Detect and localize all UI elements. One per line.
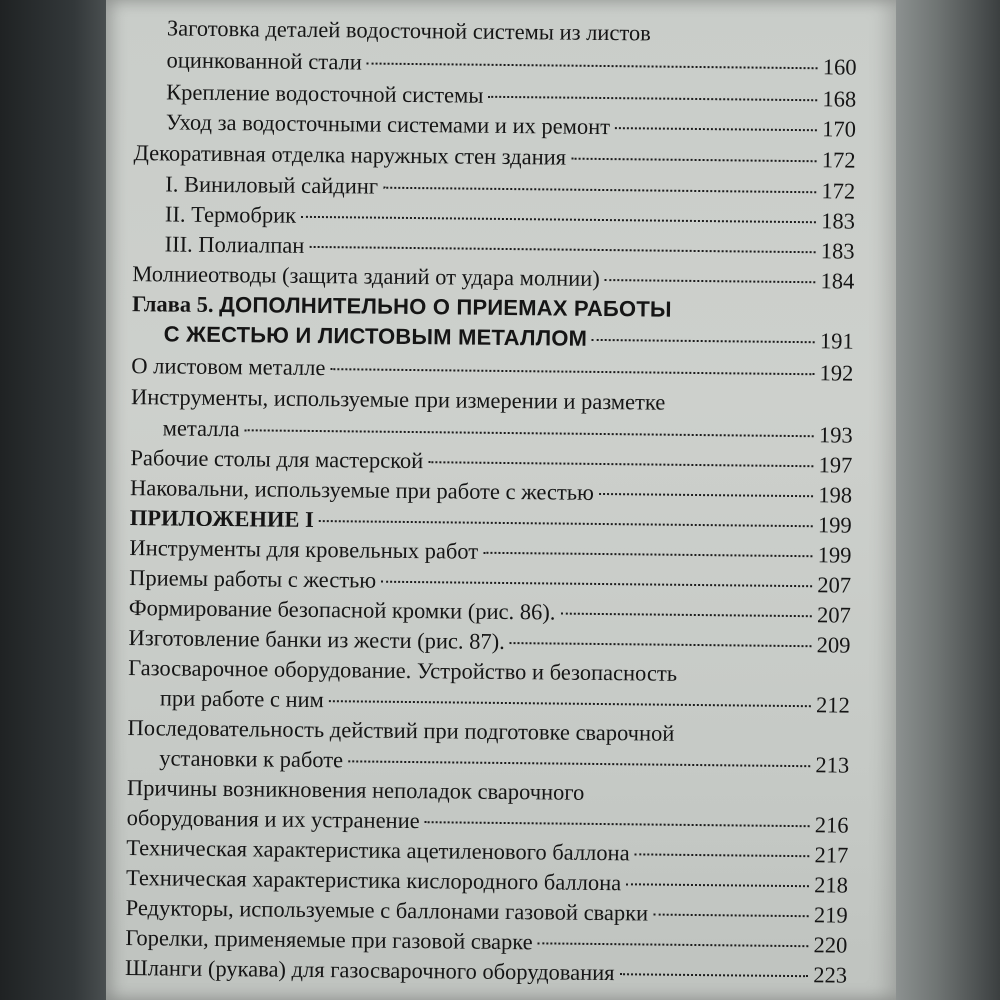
page-number: 170 — [822, 116, 857, 142]
page-number: 212 — [815, 692, 851, 718]
toc-entry: Горелки, применяемые при газовой сварке 220 — [125, 922, 847, 961]
dot-leader — [605, 279, 816, 283]
dot-leader — [615, 127, 817, 131]
dot-leader — [367, 63, 818, 70]
dot-leader — [329, 700, 811, 707]
page-number: 172 — [821, 147, 856, 173]
page-number: 220 — [813, 932, 848, 958]
toc-line: Инструменты, используемые при измерении и разметке — [130, 384, 666, 415]
dot-leader — [348, 760, 810, 767]
toc-entry: Изготовление банки из жести (рис. 87). 209 — [128, 622, 850, 661]
dot-leader — [319, 520, 813, 527]
dot-leader — [301, 216, 816, 223]
dot-leader — [599, 493, 813, 497]
dot-leader — [381, 581, 812, 588]
page-number: 217 — [814, 842, 849, 868]
toc-entry: Редукторы, используемые с баллонами газовой сварки 219 — [126, 892, 848, 931]
dot-leader — [635, 853, 810, 857]
toc-entry: Уход за водосточными системами и их ремонт 170 — [166, 106, 856, 144]
dot-leader — [538, 942, 809, 947]
dot-leader — [560, 613, 812, 618]
page-number: 183 — [820, 238, 855, 264]
toc-entry: Декоративная отделка наружных стен здания 172 — [133, 137, 855, 176]
page-number: 207 — [817, 572, 852, 598]
toc-entry: при работе с ним 212 — [160, 682, 850, 720]
toc-entry: оцинкованной стали 160 — [166, 44, 856, 82]
dot-leader — [483, 552, 813, 557]
page-number: 199 — [817, 512, 852, 538]
toc-entry: Наковальни, используемые при работе с жестью 198 — [130, 472, 852, 511]
toc-entry: Рабочие столы для мастерской 197 — [130, 442, 852, 481]
dot-leader — [626, 883, 809, 887]
page-number: 223 — [813, 962, 848, 988]
page-number: 199 — [817, 542, 852, 568]
dot-leader — [383, 187, 816, 194]
toc-line: Последовательность действий при подготовке сварочной — [127, 715, 675, 746]
toc-entry: Техническая характеристика кислородного баллона 218 — [126, 862, 848, 901]
toc-entry: Шланги (рукава) для газосварочного оборудования 223 — [125, 952, 847, 991]
toc-entry: Формирование безопасной кромки (рис. 86). 207 — [129, 592, 851, 631]
dot-leader — [309, 246, 816, 253]
page-number: 191 — [819, 328, 854, 354]
page-number: 160 — [822, 54, 857, 80]
page-number: 183 — [821, 208, 856, 234]
toc-entry: Инструменты для кровельных работ 199 — [129, 532, 851, 571]
toc-entry: III. Полиалпан 183 — [165, 228, 855, 266]
dot-leader — [653, 914, 809, 918]
toc-entry: металла 193 — [163, 412, 853, 450]
toc-line: Причины возникновения неполадок сварочного — [126, 775, 585, 805]
right-page-edge — [896, 0, 1000, 1000]
page-number: 193 — [818, 422, 853, 448]
dot-leader — [620, 973, 809, 977]
chapter-title: ДОПОЛНИТЕЛЬНО О ПРИЕМАХ РАБОТЫ — [219, 291, 672, 322]
toc-line: Газосварочное оборудование. Устройство и безопасность — [128, 655, 678, 686]
toc-line: Заготовка деталей водосточной системы из листов — [166, 15, 651, 46]
dot-leader — [330, 368, 814, 375]
dot-leader — [592, 339, 815, 343]
toc-entry: установки к работе 213 — [159, 742, 849, 780]
toc-entry: Техническая характеристика ацетиленового баллона 217 — [126, 832, 848, 871]
book-page — [106, 0, 896, 1000]
page-number: 184 — [820, 268, 855, 294]
toc-entry: I. Виниловый сайдинг 172 — [165, 168, 855, 206]
page-number: 168 — [822, 86, 857, 112]
toc-entry: Молниеотводы (защита зданий от удара молнии) 184 — [132, 258, 854, 297]
table-of-contents — [101, 0, 901, 1000]
dot-leader — [425, 821, 810, 827]
toc-entry: С ЖЕСТЬЮ И ЛИСТОВЫМ МЕТАЛЛОМ 191 — [164, 318, 854, 356]
toc-entry: Приемы работы с жестью 207 — [129, 562, 851, 601]
page-number: 209 — [816, 632, 851, 658]
dot-leader — [510, 642, 812, 647]
dot-leader — [245, 429, 814, 437]
page-number: 216 — [814, 812, 849, 838]
toc-entry: ПРИЛОЖЕНИЕ I 199 — [130, 502, 852, 541]
page-number: 218 — [814, 872, 849, 898]
toc-entry: О листовом металле 192 — [131, 350, 853, 389]
page-number: 172 — [821, 178, 856, 204]
dot-leader — [488, 96, 817, 101]
page-number: 207 — [816, 602, 851, 628]
page-number: 197 — [818, 452, 853, 478]
page-number: 198 — [818, 482, 853, 508]
chapter-label: Глава 5. — [131, 291, 214, 317]
toc-entry: II. Термобрик 183 — [165, 198, 855, 236]
page-number: 213 — [815, 752, 850, 778]
left-page-edge — [0, 0, 106, 1000]
dot-leader — [428, 461, 813, 467]
dot-leader — [571, 158, 817, 163]
toc-entry: оборудования и их устранение 216 — [126, 802, 848, 841]
page-number: 192 — [819, 360, 854, 386]
toc-entry: Крепление водосточной системы 168 — [166, 76, 856, 114]
page-number: 219 — [813, 902, 848, 928]
